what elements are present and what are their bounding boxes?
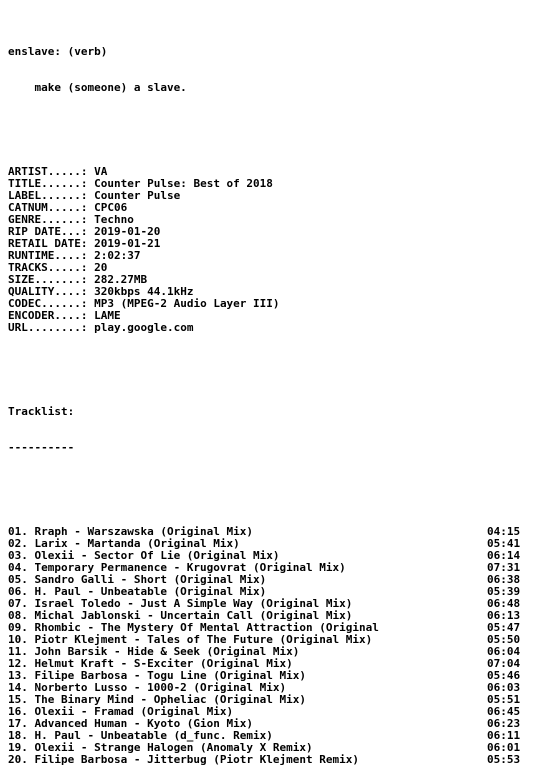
info-separator: : [80, 237, 95, 250]
info-key: RUNTIME.... [8, 249, 81, 262]
track-row [8, 718, 527, 730]
release-info [8, 166, 527, 334]
track-duration: 06:45 [487, 705, 521, 718]
track-title: 12. Helmut Kraft - S-Exciter (Original Mix) [8, 658, 293, 670]
info-value: MP3 (MPEG-2 Audio Layer III) [94, 297, 280, 310]
info-value: 282.27MB [94, 273, 148, 286]
track-title: 18. H. Paul - Unbeatable (d_func. Remix) [8, 730, 273, 742]
track-duration: 05:39 [487, 585, 521, 598]
info-key: RIP DATE... [8, 225, 81, 238]
info-key: GENRE...... [8, 213, 81, 226]
info-row [8, 322, 527, 334]
info-separator: : [80, 285, 95, 298]
info-value: LAME [94, 309, 121, 322]
info-key: CODEC...... [8, 297, 81, 310]
track-duration: 05:47 [487, 621, 521, 634]
info-separator: : [80, 201, 95, 214]
track-row [8, 730, 527, 742]
info-separator: : [80, 177, 95, 190]
info-key: SIZE....... [8, 273, 81, 286]
info-key: LABEL...... [8, 189, 81, 202]
info-value: 2:02:37 [94, 249, 141, 262]
info-key: ARTIST..... [8, 165, 81, 178]
track-row [8, 586, 527, 598]
info-key: CATNUM..... [8, 201, 81, 214]
track-row [8, 574, 527, 586]
tracklist-rule: ---------- [8, 441, 75, 454]
info-key: QUALITY.... [8, 285, 81, 298]
track-row [8, 634, 527, 646]
track-row [8, 550, 527, 562]
track-row [8, 694, 527, 706]
track-row [8, 610, 527, 622]
info-key: URL........ [8, 321, 81, 334]
info-separator: : [80, 189, 95, 202]
info-value: Techno [94, 213, 134, 226]
track-title: 05. Sandro Galli - Short (Original Mix) [8, 574, 267, 586]
definition-text: make (someone) a slave. [8, 81, 187, 94]
info-key: RETAIL DATE [8, 237, 81, 250]
info-value: 320kbps 44.1kHz [94, 285, 194, 298]
track-duration: 06:01 [487, 741, 521, 754]
track-title: 15. The Binary Mind - Opheliac (Original Mix) [8, 694, 307, 706]
track-duration: 06:03 [487, 681, 521, 694]
track-duration: 06:13 [487, 609, 521, 622]
track-duration: 07:04 [487, 657, 521, 670]
track-row [8, 706, 527, 718]
info-value: VA [94, 165, 108, 178]
track-duration: 04:15 [487, 525, 521, 538]
track-row [8, 670, 527, 682]
track-duration: 06:14 [487, 549, 521, 562]
info-value: CPC06 [94, 201, 128, 214]
info-key: ENCODER.... [8, 309, 81, 322]
track-row [8, 622, 527, 634]
definition-term: enslave: (verb) [8, 45, 108, 58]
blank-line [8, 370, 527, 382]
track-duration: 05:51 [487, 693, 521, 706]
info-key: TITLE...... [8, 177, 81, 190]
track-title: 16. Olexii - Framad (Original Mix) [8, 706, 234, 718]
track-row [8, 682, 527, 694]
track-duration: 05:50 [487, 633, 521, 646]
track-title: 01. Rraph - Warszawska (Original Mix) [8, 526, 254, 538]
info-value: 2019-01-21 [94, 237, 161, 250]
info-value: Counter Pulse: Best of 2018 [94, 177, 273, 190]
info-value: Counter Pulse [94, 189, 181, 202]
tracklist-heading: Tracklist: [8, 405, 75, 418]
info-value: 20 [94, 261, 108, 274]
track-title: 17. Advanced Human - Kyoto (Gion Mix) [8, 718, 254, 730]
track-title: 14. Norberto Lusso - 1000-2 (Original Mix) [8, 682, 287, 694]
info-separator: : [80, 261, 95, 274]
track-title: 19. Olexii - Strange Halogen (Anomaly X Remix) [8, 742, 313, 754]
track-title: 09. Rhombic - The Mystery Of Mental Attraction (Original [8, 622, 379, 634]
track-title: 20. Filipe Barbosa - Jitterbug (Piotr Klejment Remix) [8, 754, 359, 766]
track-title: 03. Olexii - Sector Of Lie (Original Mix) [8, 550, 280, 562]
info-value: play.google.com [94, 321, 194, 334]
track-title: 11. John Barsik - Hide & Seek (Original Mix) [8, 646, 300, 658]
track-title: 04. Temporary Permanence - Krugovrat (Original Mix) [8, 562, 346, 574]
track-duration: 05:53 [487, 753, 521, 766]
info-separator: : [80, 321, 95, 334]
info-separator: : [80, 213, 95, 226]
track-row [8, 562, 527, 574]
track-duration: 06:48 [487, 597, 521, 610]
info-separator: : [80, 225, 95, 238]
info-key: TRACKS..... [8, 261, 81, 274]
blank-line [8, 118, 527, 130]
track-duration: 06:38 [487, 573, 521, 586]
track-title: 13. Filipe Barbosa - Togu Line (Original Mix) [8, 670, 307, 682]
track-row [8, 742, 527, 754]
track-row [8, 538, 527, 550]
track-row [8, 598, 527, 610]
info-separator: : [80, 249, 95, 262]
track-duration: 07:31 [487, 561, 521, 574]
track-title: 08. Michal Jablonski - Uncertain Call (Original Mix) [8, 610, 353, 622]
track-row [8, 754, 527, 766]
info-separator: : [80, 165, 95, 178]
info-separator: : [80, 273, 95, 286]
track-row [8, 658, 527, 670]
blank-line [8, 478, 527, 490]
tracklist [8, 526, 527, 766]
track-duration: 05:46 [487, 669, 521, 682]
track-duration: 06:23 [487, 717, 521, 730]
track-title: 07. Israel Toledo - Just A Simple Way (Original Mix) [8, 598, 353, 610]
info-value: 2019-01-20 [94, 225, 161, 238]
track-duration: 06:11 [487, 729, 521, 742]
nfo-document [8, 22, 527, 778]
track-duration: 06:04 [487, 645, 521, 658]
info-separator: : [80, 297, 95, 310]
track-row [8, 646, 527, 658]
track-title: 10. Piotr Klejment - Tales of The Future (Original Mix) [8, 634, 373, 646]
track-title: 02. Larix - Martanda (Original Mix) [8, 538, 240, 550]
track-duration: 05:41 [487, 537, 521, 550]
track-title: 06. H. Paul - Unbeatable (Original Mix) [8, 586, 267, 598]
info-separator: : [80, 309, 95, 322]
